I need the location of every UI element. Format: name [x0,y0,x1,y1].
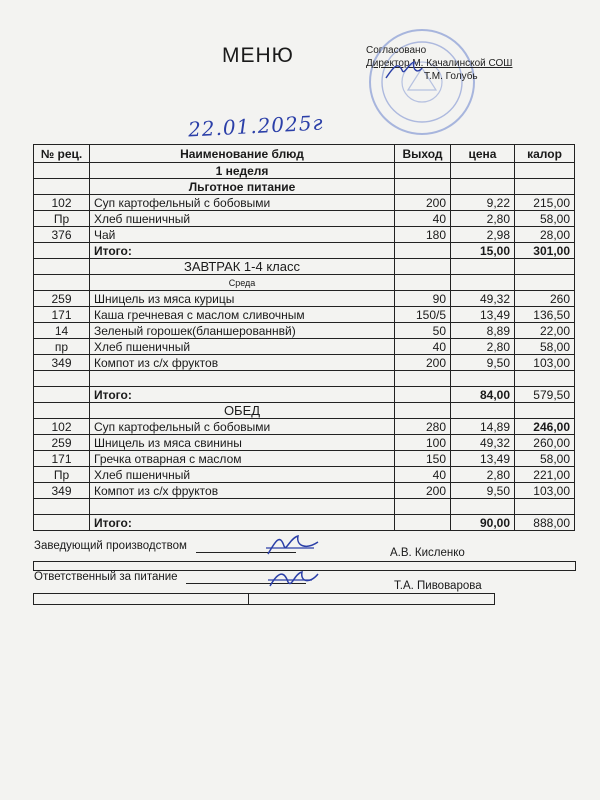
portion: 200 [395,355,451,371]
price: 8,89 [451,323,515,339]
table-row [34,195,575,211]
table-row [34,307,575,323]
recipe-code: пр [34,339,90,355]
recipe-code: Пр [34,467,90,483]
dish-name: Гречка отварная с маслом [90,451,395,467]
total-row [34,387,575,403]
recipe-code: 171 [34,451,90,467]
day-row [34,275,575,291]
price: 49,32 [451,291,515,307]
calories: 260 [515,291,575,307]
approval-line: Директор М. Качалинской СОШ [366,58,513,69]
section-title: ОБЕД [90,403,395,419]
recipe-code: Пр [34,211,90,227]
calories: 103,00 [515,355,575,371]
calories: 22,00 [515,323,575,339]
total-calories: 579,50 [515,387,575,403]
manager-label: Заведующий производством [34,540,187,552]
responsible-label: Ответственный за питание [34,571,178,583]
dish-name: Хлеб пшеничный [90,211,395,227]
price: 13,49 [451,307,515,323]
calories: 215,00 [515,195,575,211]
price: 13,49 [451,451,515,467]
recipe-code: 259 [34,435,90,451]
section-title: ЗАВТРАК 1-4 класс [90,259,395,275]
section-title-row [34,179,575,195]
day-label: Среда [90,275,395,291]
dish-name: Суп картофельный с бобовыми [90,419,395,435]
portion: 40 [395,467,451,483]
table-row [34,483,575,499]
price: 49,32 [451,435,515,451]
column-header: Наименование блюд [90,145,395,163]
calories: 58,00 [515,339,575,355]
calories: 58,00 [515,451,575,467]
price: 14,89 [451,419,515,435]
total-label: Итого: [90,387,395,403]
manager-name: А.В. Кисленко [390,547,465,559]
price: 9,50 [451,483,515,499]
manager-signature [262,528,322,562]
portion: 50 [395,323,451,339]
table-row [34,419,575,435]
column-header: Выход [395,145,451,163]
empty-row [34,371,575,387]
total-price: 90,00 [451,515,515,531]
calories: 221,00 [515,467,575,483]
table-row [34,323,575,339]
table-row [34,291,575,307]
column-header: цена [451,145,515,163]
total-label: Итого: [90,515,395,531]
recipe-code: 171 [34,307,90,323]
total-price: 15,00 [451,243,515,259]
recipe-code: 376 [34,227,90,243]
responsible-name: Т.А. Пивоварова [394,580,482,592]
total-calories: 301,00 [515,243,575,259]
calories: 103,00 [515,483,575,499]
dish-name: Компот из с/х фруктов [90,483,395,499]
total-calories: 888,00 [515,515,575,531]
calories: 58,00 [515,211,575,227]
recipe-code: 102 [34,419,90,435]
recipe-code: 14 [34,323,90,339]
column-header: калор [515,145,575,163]
table-row [34,339,575,355]
week-row [34,163,575,179]
column-header: № рец. [34,145,90,163]
portion: 150 [395,451,451,467]
dish-name: Хлеб пшеничный [90,339,395,355]
portion: 100 [395,435,451,451]
portion: 90 [395,291,451,307]
price: 9,22 [451,195,515,211]
table-row [34,227,575,243]
section-title-row [34,259,575,275]
approval-line: Т.М. Голубь [424,71,478,82]
recipe-code: 259 [34,291,90,307]
dish-name: Хлеб пшеничный [90,467,395,483]
total-price: 84,00 [451,387,515,403]
table-header-row [34,145,575,163]
price: 2,80 [451,467,515,483]
portion: 150/5 [395,307,451,323]
calories: 260,00 [515,435,575,451]
table-row [34,435,575,451]
price: 2,80 [451,339,515,355]
footer-divider [248,593,249,605]
table-row [34,211,575,227]
portion: 200 [395,195,451,211]
portion: 200 [395,483,451,499]
dish-name: Чай [90,227,395,243]
section-title: Льготное питание [90,179,395,195]
table-row [34,467,575,483]
total-label: Итого: [90,243,395,259]
dish-name: Шницель из мяса свинины [90,435,395,451]
dish-name: Суп картофельный с бобовыми [90,195,395,211]
section-title-row [34,403,575,419]
responsible-signature [262,562,322,596]
handwritten-date: 22.01.2025г [187,110,325,142]
dish-name: Компот из с/х фруктов [90,355,395,371]
price: 2,98 [451,227,515,243]
portion: 280 [395,419,451,435]
price: 2,80 [451,211,515,227]
total-row [34,243,575,259]
footer-box [33,593,495,605]
recipe-code: 349 [34,483,90,499]
week-label: 1 неделя [90,163,395,179]
dish-name: Каша гречневая с маслом сливочным [90,307,395,323]
portion: 180 [395,227,451,243]
recipe-code: 349 [34,355,90,371]
portion: 40 [395,339,451,355]
menu-table [33,144,575,531]
calories: 246,00 [515,419,575,435]
director-signature [384,56,424,86]
table-row [34,355,575,371]
approval-line: Согласовано [366,45,427,56]
table-row [34,451,575,467]
calories: 136,50 [515,307,575,323]
dish-name: Шницель из мяса курицы [90,291,395,307]
document-title: МЕНЮ [222,44,294,67]
recipe-code: 102 [34,195,90,211]
calories: 28,00 [515,227,575,243]
dish-name: Зеленый горошек(бланшерованнвй) [90,323,395,339]
portion: 40 [395,211,451,227]
empty-row [34,499,575,515]
price: 9,50 [451,355,515,371]
